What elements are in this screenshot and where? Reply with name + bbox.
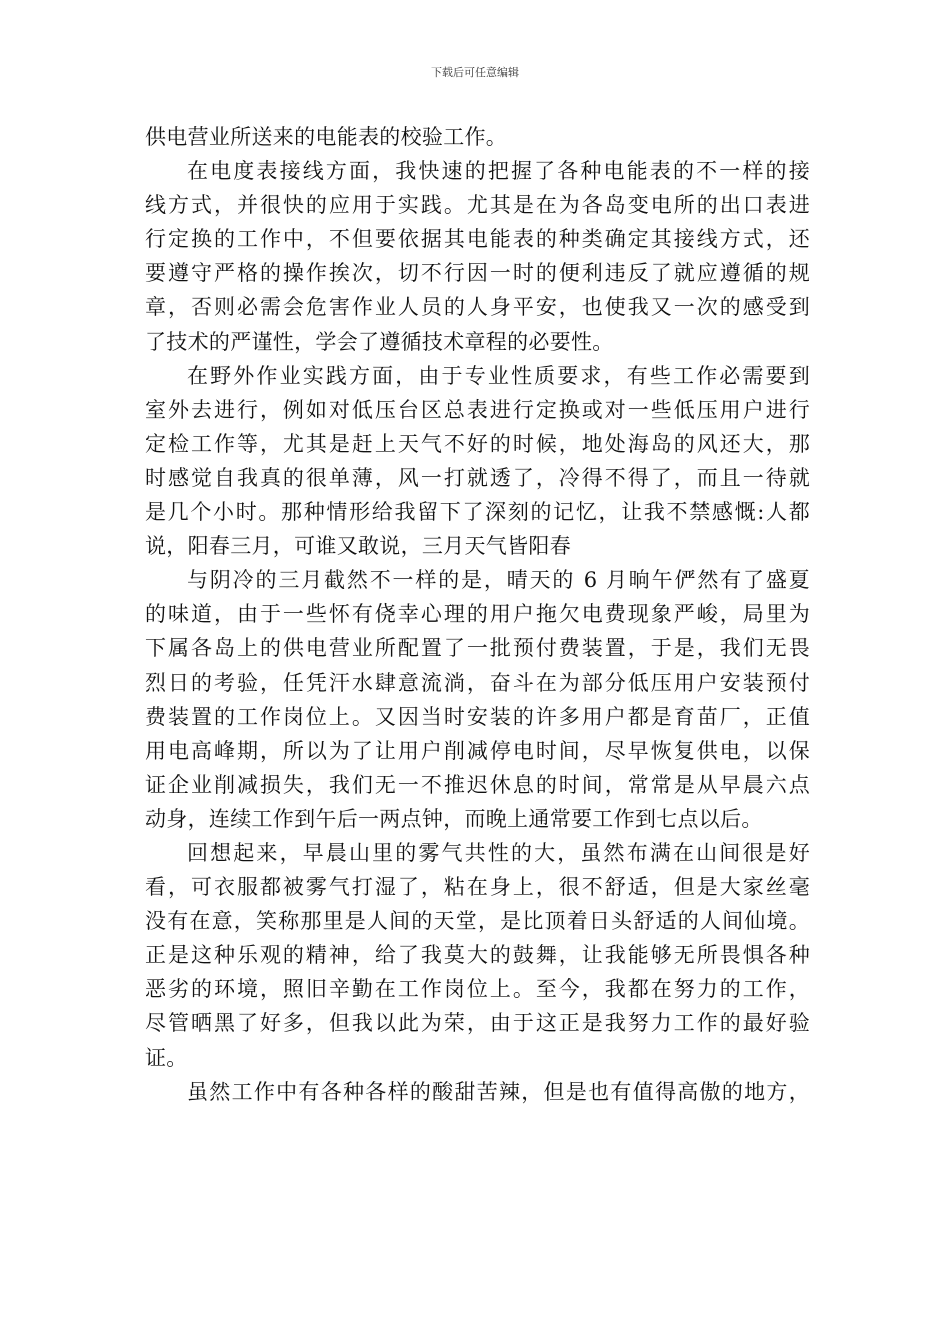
text-line: 没有在意，笑称那里是人间的天堂，是比顶着日头舒适的人间仙境。	[145, 909, 810, 934]
text-line: 烈日的考验，任凭汗水肆意流淌，奋斗在为部分低压用户安装预付	[145, 670, 810, 695]
text-line: 在野外作业实践方面，由于专业性质要求，有些工作必需要到	[187, 363, 810, 388]
text-line: 证企业削减损失，我们无一不推迟休息的时间，常常是从早晨六点	[145, 772, 810, 797]
text-line: 章，否则必需会危害作业人员的人身平安，也使我又一次的感受到	[145, 295, 810, 320]
text-line: 行定换的工作中，不但要依据其电能表的种类确定其接线方式，还	[145, 227, 810, 252]
text-line: 说，阳春三月，可谁又敢说，三月天气皆阳春	[145, 534, 571, 559]
page-header-note: 下载后可任意编辑	[431, 66, 519, 79]
text-line: 供电营业所送来的电能表的校验工作。	[145, 125, 508, 149]
text-line: 看，可衣服都被雾气打湿了，粘在身上，很不舒适，但是大家丝毫	[145, 875, 810, 900]
text-line: 定检工作等，尤其是赶上天气不好的时候，地处海岛的风还大，那	[145, 431, 810, 456]
text-line: 动身，连续工作到午后一两点钟，而晚上通常要工作到七点以后。	[145, 806, 763, 831]
text-line: 的味道，由于一些怀有侥幸心理的用户拖欠电费现象严峻，局里为	[145, 602, 810, 627]
text-line: 正是这种乐观的精神，给了我莫大的鼓舞，让我能够无所畏惧各种	[145, 943, 810, 968]
text-line: 是几个小时。那种情形给我留下了深刻的记忆，让我不禁感慨:人都	[145, 500, 810, 525]
text-line: 线方式，并很快的应用于实践。尤其是在为各岛变电所的出口表进	[145, 193, 810, 218]
text-line: 回想起来，早晨山里的雾气共性的大，虽然布满在山间很是好	[187, 840, 810, 865]
text-line: 与阴冷的三月截然不一样的是，晴天的 6 月晌午俨然有了盛夏	[187, 568, 810, 593]
document-body	[145, 120, 810, 1109]
text-line: 虽然工作中有各种各样的酸甜苦辣，但是也有值得高傲的地方，	[187, 1079, 810, 1104]
text-line: 室外去进行，例如对低压台区总表进行定换或对一些低压用户进行	[145, 397, 810, 422]
text-line: 尽管晒黑了好多，但我以此为荣，由于这正是我努力工作的最好验	[145, 1011, 810, 1036]
text-line: 了技术的严谨性，学会了遵循技术章程的必要性。	[145, 329, 614, 354]
text-line: 要遵守严格的操作挨次，切不行因一时的便利违反了就应遵循的规	[145, 261, 810, 286]
text-line: 时感觉自我真的很单薄，风一打就透了，冷得不得了，而且一待就	[145, 465, 810, 490]
text-line: 用电高峰期，所以为了让用户削减停电时间，尽早恢复供电，以保	[145, 738, 810, 763]
text-line: 下属各岛上的供电营业所配置了一批预付费装置，于是，我们无畏	[145, 636, 810, 661]
text-line: 在电度表接线方面，我快速的把握了各种电能表的不一样的接	[187, 159, 810, 184]
text-line: 恶劣的环境，照旧辛勤在工作岗位上。至今，我都在努力的工作，	[145, 977, 810, 1002]
text-line: 证。	[145, 1045, 188, 1070]
text-line: 费装置的工作岗位上。又因当时安装的许多用户都是育苗厂，正值	[145, 704, 810, 729]
